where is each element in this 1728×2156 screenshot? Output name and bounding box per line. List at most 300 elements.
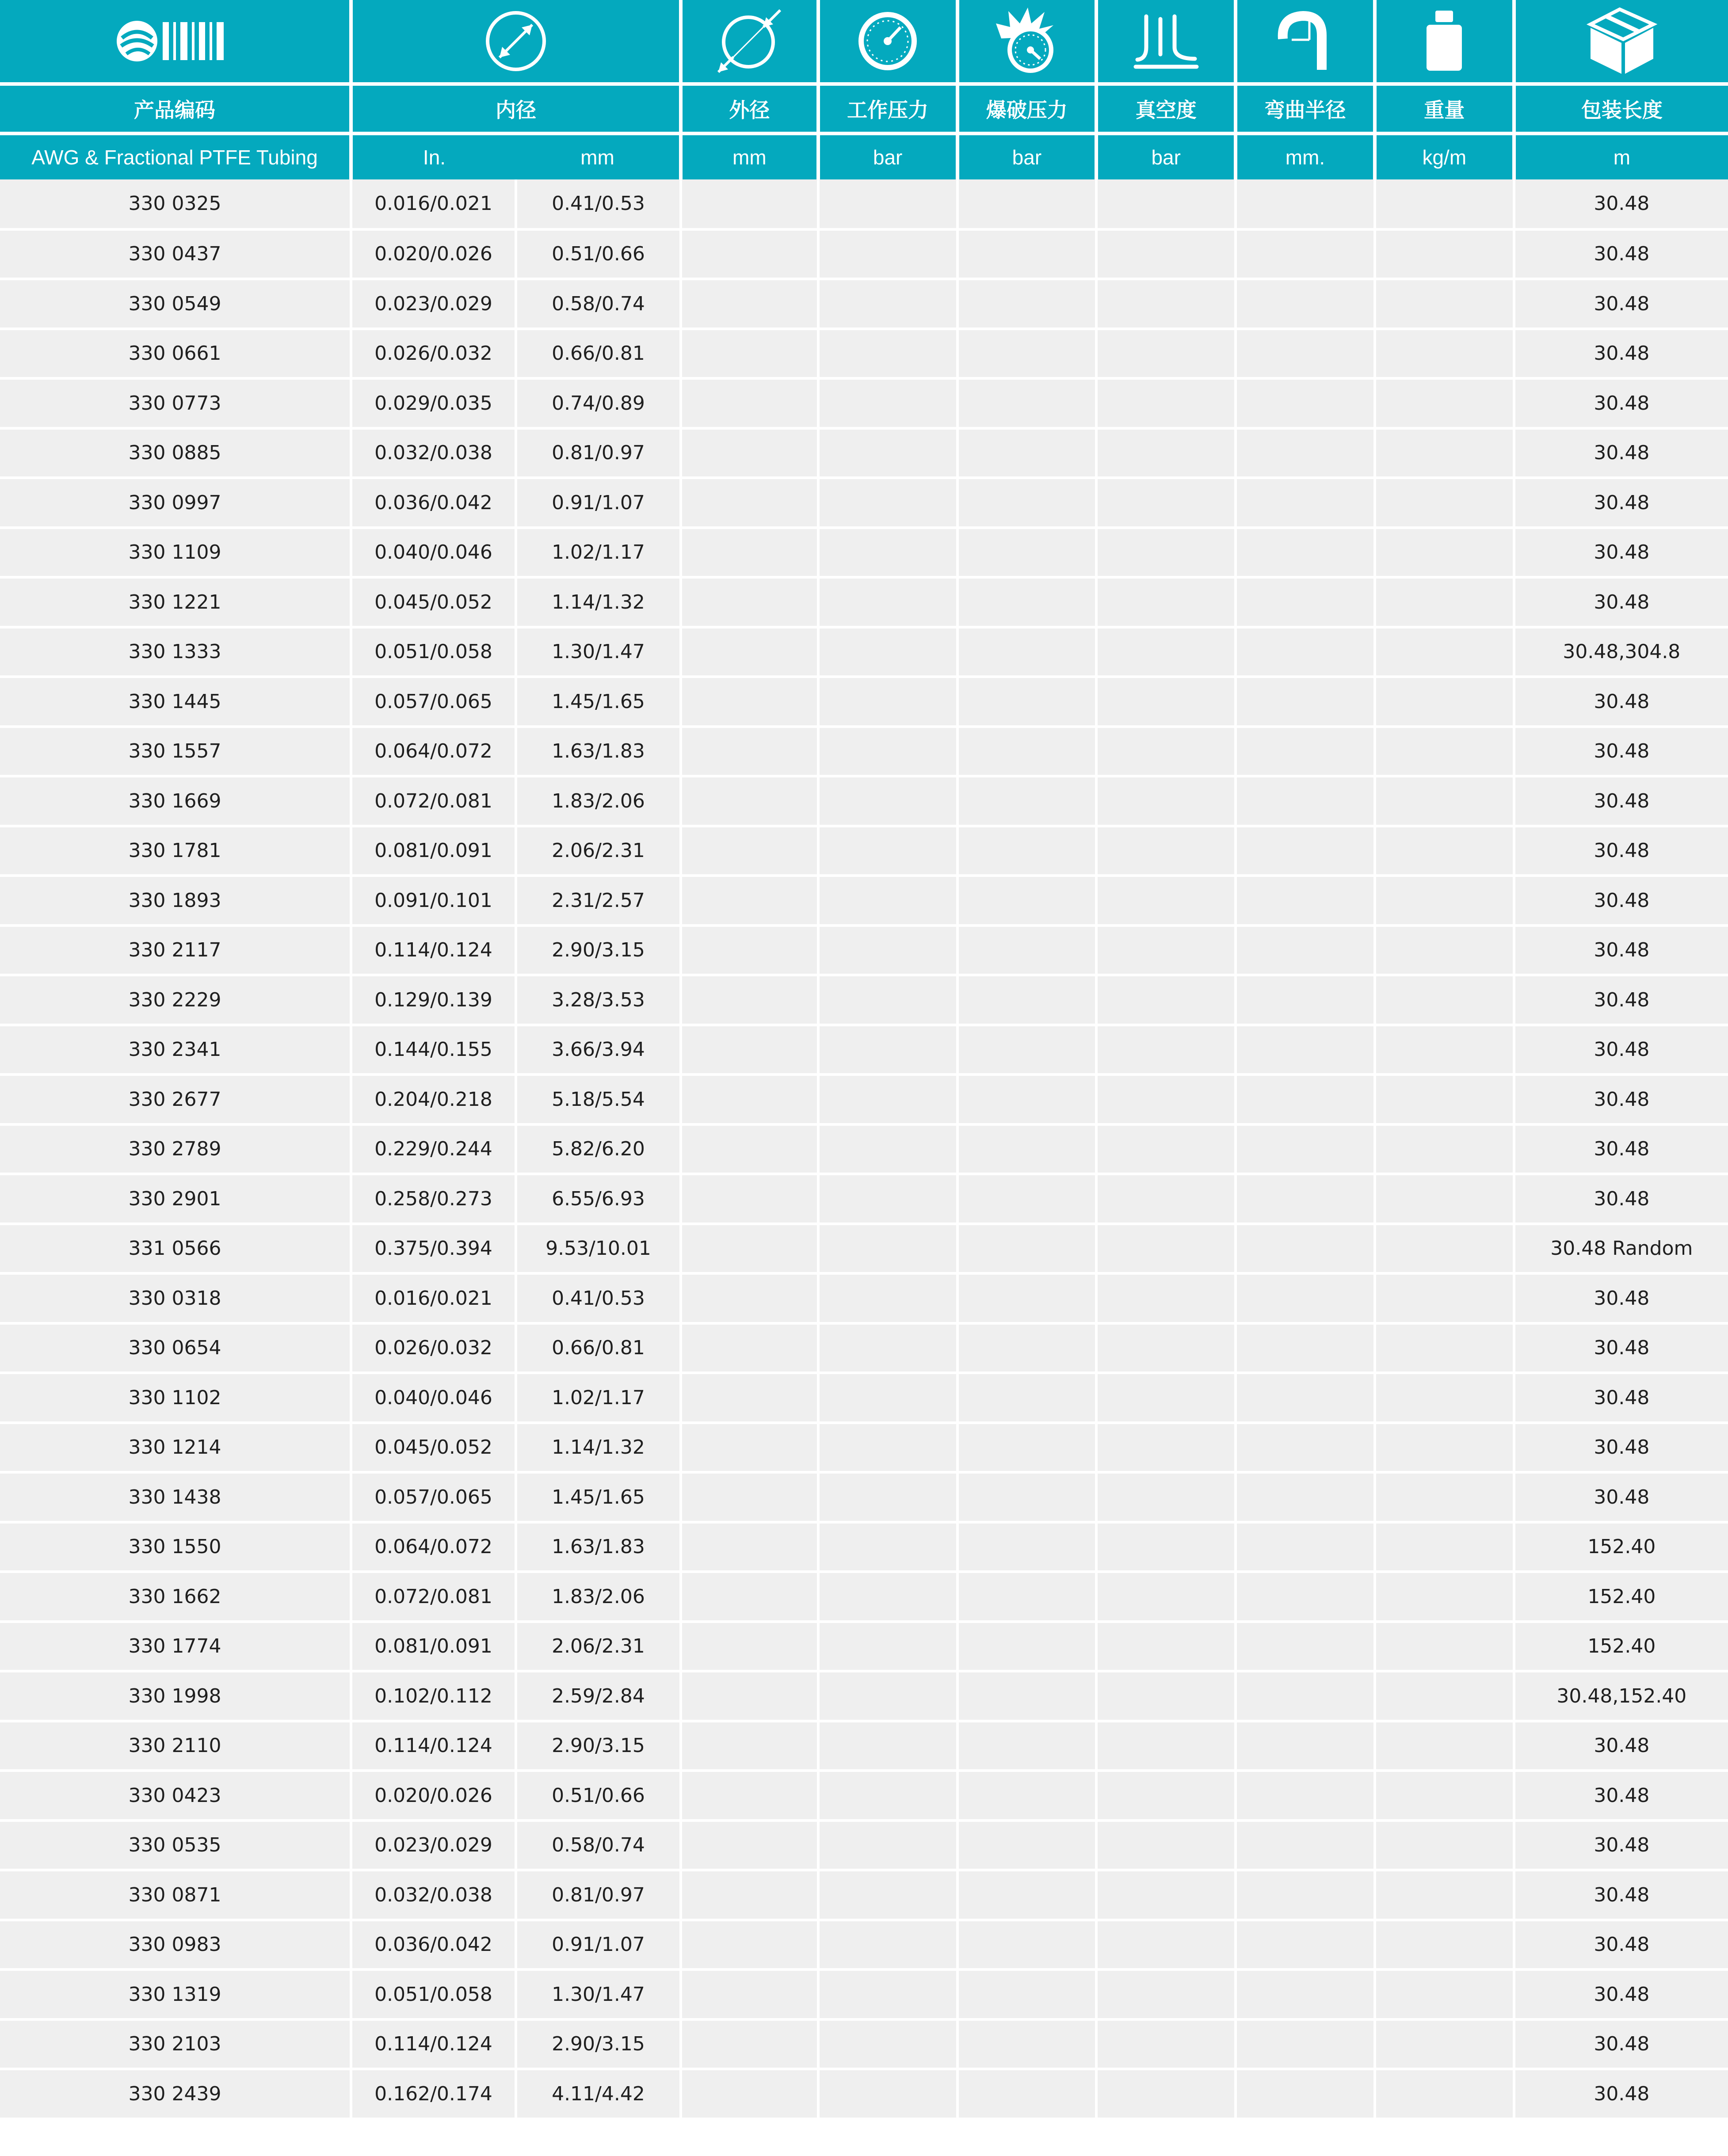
cell-package-length: 30.48 xyxy=(1514,1074,1728,1124)
table-row xyxy=(0,378,1728,428)
cell-product-code: 330 0871 xyxy=(0,1870,351,1920)
cell-inner-diameter-mm: 1.02/1.17 xyxy=(516,1373,681,1423)
cell-weight xyxy=(1375,2069,1514,2119)
cell-vacuum xyxy=(1096,1323,1236,1373)
cell-inner-diameter-mm: 0.91/1.07 xyxy=(516,1920,681,1970)
cell-package-length: 30.48,304.8 xyxy=(1514,627,1728,677)
burst-pressure-icon xyxy=(987,6,1067,76)
cell-product-code: 330 1550 xyxy=(0,1522,351,1572)
cell-vacuum xyxy=(1096,179,1236,229)
cell-vacuum xyxy=(1096,1622,1236,1672)
cell-burst-pressure xyxy=(957,279,1097,329)
cell-package-length: 30.48 xyxy=(1514,2019,1728,2069)
cell-inner-diameter-mm: 0.66/0.81 xyxy=(516,329,681,379)
cell-burst-pressure xyxy=(957,1969,1097,2019)
cell-burst-pressure xyxy=(957,975,1097,1025)
inner-diameter-icon-cell xyxy=(351,0,681,84)
table-row xyxy=(0,826,1728,876)
cell-weight xyxy=(1375,1721,1514,1771)
cell-product-code: 330 2341 xyxy=(0,1025,351,1075)
cell-inner-diameter-in: 0.045/0.052 xyxy=(351,1423,516,1473)
cell-outer-diameter xyxy=(681,975,818,1025)
table-row xyxy=(0,1622,1728,1672)
cell-product-code: 330 0997 xyxy=(0,478,351,528)
bend-radius-icon xyxy=(1272,8,1339,74)
table-row xyxy=(0,1572,1728,1622)
table-row xyxy=(0,1025,1728,1075)
header-package-length: 包装长度 xyxy=(1514,84,1728,133)
header-label-row xyxy=(0,84,1728,133)
table-row xyxy=(0,2069,1728,2119)
unit-burst-pressure: bar xyxy=(957,133,1097,179)
cell-vacuum xyxy=(1096,329,1236,379)
cell-product-code: 330 1102 xyxy=(0,1373,351,1423)
cell-weight xyxy=(1375,2019,1514,2069)
cell-burst-pressure xyxy=(957,776,1097,826)
table-row xyxy=(0,1969,1728,2019)
table-row xyxy=(0,1671,1728,1721)
table-row xyxy=(0,478,1728,528)
cell-outer-diameter xyxy=(681,1373,818,1423)
cell-inner-diameter-in: 0.081/0.091 xyxy=(351,1622,516,1672)
cell-weight xyxy=(1375,826,1514,876)
cell-outer-diameter xyxy=(681,1721,818,1771)
cell-burst-pressure xyxy=(957,528,1097,578)
cell-burst-pressure xyxy=(957,1771,1097,1821)
cell-outer-diameter xyxy=(681,1572,818,1622)
cell-weight xyxy=(1375,577,1514,627)
cell-inner-diameter-in: 0.375/0.394 xyxy=(351,1224,516,1274)
cell-product-code: 330 0535 xyxy=(0,1821,351,1870)
cell-inner-diameter-in: 0.040/0.046 xyxy=(351,1373,516,1423)
cell-product-code: 330 1998 xyxy=(0,1671,351,1721)
cell-package-length: 30.48 xyxy=(1514,229,1728,279)
cell-inner-diameter-mm: 1.30/1.47 xyxy=(516,1969,681,2019)
cell-inner-diameter-mm: 2.06/2.31 xyxy=(516,1622,681,1672)
cell-outer-diameter xyxy=(681,1124,818,1174)
cell-inner-diameter-mm: 5.18/5.54 xyxy=(516,1074,681,1124)
cell-weight xyxy=(1375,1423,1514,1473)
cell-outer-diameter xyxy=(681,776,818,826)
cell-bend-radius xyxy=(1236,1174,1375,1224)
cell-product-code: 330 0654 xyxy=(0,1323,351,1373)
cell-vacuum xyxy=(1096,1373,1236,1423)
cell-working-pressure xyxy=(818,677,957,727)
table-row xyxy=(0,876,1728,926)
cell-working-pressure xyxy=(818,1721,957,1771)
cell-package-length: 30.48 xyxy=(1514,776,1728,826)
cell-vacuum xyxy=(1096,1522,1236,1572)
cell-product-code: 330 1438 xyxy=(0,1472,351,1522)
cell-burst-pressure xyxy=(957,1671,1097,1721)
cell-inner-diameter-mm: 0.58/0.74 xyxy=(516,1821,681,1870)
table-row xyxy=(0,926,1728,975)
cell-inner-diameter-mm: 3.66/3.94 xyxy=(516,1025,681,1075)
cell-outer-diameter xyxy=(681,2019,818,2069)
cell-inner-diameter-in: 0.023/0.029 xyxy=(351,279,516,329)
cell-working-pressure xyxy=(818,776,957,826)
cell-burst-pressure xyxy=(957,329,1097,379)
cell-bend-radius xyxy=(1236,776,1375,826)
cell-bend-radius xyxy=(1236,1671,1375,1721)
cell-working-pressure xyxy=(818,279,957,329)
cell-inner-diameter-mm: 1.83/2.06 xyxy=(516,776,681,826)
cell-weight xyxy=(1375,1821,1514,1870)
cell-outer-diameter xyxy=(681,1224,818,1274)
table-row xyxy=(0,1224,1728,1274)
cell-inner-diameter-in: 0.064/0.072 xyxy=(351,727,516,777)
cell-inner-diameter-mm: 1.45/1.65 xyxy=(516,677,681,727)
cell-outer-diameter xyxy=(681,1969,818,2019)
cell-bend-radius xyxy=(1236,1771,1375,1821)
cell-bend-radius xyxy=(1236,1124,1375,1174)
cell-weight xyxy=(1375,1572,1514,1622)
vacuum-icon xyxy=(1133,10,1199,72)
cell-weight xyxy=(1375,1622,1514,1672)
cell-working-pressure xyxy=(818,1224,957,1274)
cell-package-length: 30.48 xyxy=(1514,1273,1728,1323)
cell-inner-diameter-in: 0.023/0.029 xyxy=(351,1821,516,1870)
cell-bend-radius xyxy=(1236,1821,1375,1870)
cell-burst-pressure xyxy=(957,1721,1097,1771)
cell-working-pressure xyxy=(818,1472,957,1522)
cell-working-pressure xyxy=(818,926,957,975)
cell-bend-radius xyxy=(1236,1622,1375,1672)
cell-vacuum xyxy=(1096,727,1236,777)
cell-inner-diameter-mm: 2.06/2.31 xyxy=(516,826,681,876)
cell-working-pressure xyxy=(818,876,957,926)
cell-vacuum xyxy=(1096,876,1236,926)
cell-vacuum xyxy=(1096,1969,1236,2019)
cell-vacuum xyxy=(1096,2019,1236,2069)
cell-bend-radius xyxy=(1236,1721,1375,1771)
inner-diameter-icon xyxy=(483,8,549,74)
brand-logo-icon xyxy=(115,17,234,65)
cell-working-pressure xyxy=(818,1124,957,1174)
cell-vacuum xyxy=(1096,1870,1236,1920)
cell-outer-diameter xyxy=(681,528,818,578)
cell-package-length: 30.48 xyxy=(1514,975,1728,1025)
cell-vacuum xyxy=(1096,1920,1236,1970)
cell-weight xyxy=(1375,1025,1514,1075)
cell-burst-pressure xyxy=(957,428,1097,478)
cell-bend-radius xyxy=(1236,1224,1375,1274)
table-row xyxy=(0,1821,1728,1870)
cell-weight xyxy=(1375,1124,1514,1174)
cell-product-code: 330 0437 xyxy=(0,229,351,279)
cell-bend-radius xyxy=(1236,677,1375,727)
cell-inner-diameter-in: 0.026/0.032 xyxy=(351,329,516,379)
cell-outer-diameter xyxy=(681,1920,818,1970)
cell-vacuum xyxy=(1096,826,1236,876)
cell-product-code: 330 1669 xyxy=(0,776,351,826)
cell-inner-diameter-mm: 0.74/0.89 xyxy=(516,378,681,428)
working-pressure-gauge-icon xyxy=(854,8,921,74)
cell-working-pressure xyxy=(818,478,957,528)
header-product-code: 产品编码 xyxy=(0,84,351,133)
cell-outer-diameter xyxy=(681,1174,818,1224)
cell-package-length: 152.40 xyxy=(1514,1622,1728,1672)
cell-burst-pressure xyxy=(957,1124,1097,1174)
cell-weight xyxy=(1375,727,1514,777)
cell-bend-radius xyxy=(1236,1920,1375,1970)
cell-bend-radius xyxy=(1236,627,1375,677)
outer-diameter-icon-cell xyxy=(681,0,818,84)
unit-vacuum: bar xyxy=(1096,133,1236,179)
cell-product-code: 330 2117 xyxy=(0,926,351,975)
cell-burst-pressure xyxy=(957,1870,1097,1920)
cell-working-pressure xyxy=(818,1572,957,1622)
cell-package-length: 30.48 xyxy=(1514,677,1728,727)
cell-outer-diameter xyxy=(681,1323,818,1373)
cell-vacuum xyxy=(1096,428,1236,478)
cell-burst-pressure xyxy=(957,1174,1097,1224)
cell-vacuum xyxy=(1096,577,1236,627)
table-row xyxy=(0,577,1728,627)
cell-product-code: 330 2789 xyxy=(0,1124,351,1174)
cell-product-code: 330 2901 xyxy=(0,1174,351,1224)
cell-weight xyxy=(1375,1224,1514,1274)
table-row xyxy=(0,528,1728,578)
cell-weight xyxy=(1375,1273,1514,1323)
cell-vacuum xyxy=(1096,1224,1236,1274)
cell-outer-diameter xyxy=(681,727,818,777)
cell-bend-radius xyxy=(1236,329,1375,379)
cell-bend-radius xyxy=(1236,2069,1375,2119)
cell-inner-diameter-mm: 0.91/1.07 xyxy=(516,478,681,528)
cell-product-code: 330 0318 xyxy=(0,1273,351,1323)
cell-outer-diameter xyxy=(681,378,818,428)
unit-bend-radius: mm. xyxy=(1236,133,1375,179)
cell-outer-diameter xyxy=(681,627,818,677)
cell-product-code: 330 2229 xyxy=(0,975,351,1025)
header-working-pressure: 工作压力 xyxy=(818,84,957,133)
cell-vacuum xyxy=(1096,1174,1236,1224)
cell-inner-diameter-in: 0.020/0.026 xyxy=(351,229,516,279)
cell-inner-diameter-in: 0.016/0.021 xyxy=(351,1273,516,1323)
cell-working-pressure xyxy=(818,1323,957,1373)
cell-inner-diameter-in: 0.020/0.026 xyxy=(351,1771,516,1821)
cell-burst-pressure xyxy=(957,826,1097,876)
cell-product-code: 331 0566 xyxy=(0,1224,351,1274)
cell-burst-pressure xyxy=(957,229,1097,279)
weight-icon xyxy=(1418,8,1471,74)
vacuum-icon-cell xyxy=(1096,0,1236,84)
cell-working-pressure xyxy=(818,1622,957,1672)
cell-package-length: 30.48 xyxy=(1514,179,1728,229)
cell-vacuum xyxy=(1096,528,1236,578)
cell-inner-diameter-in: 0.072/0.081 xyxy=(351,1572,516,1622)
cell-package-length: 30.48 xyxy=(1514,279,1728,329)
cell-weight xyxy=(1375,1472,1514,1522)
cell-outer-diameter xyxy=(681,1771,818,1821)
cell-vacuum xyxy=(1096,229,1236,279)
cell-outer-diameter xyxy=(681,1671,818,1721)
cell-weight xyxy=(1375,1771,1514,1821)
cell-bend-radius xyxy=(1236,1522,1375,1572)
cell-bend-radius xyxy=(1236,876,1375,926)
cell-product-code: 330 2439 xyxy=(0,2069,351,2119)
cell-bend-radius xyxy=(1236,1373,1375,1423)
table-row xyxy=(0,1124,1728,1174)
cell-inner-diameter-mm: 2.90/3.15 xyxy=(516,2019,681,2069)
cell-vacuum xyxy=(1096,975,1236,1025)
header-unit-row xyxy=(0,133,1728,179)
cell-product-code: 330 1333 xyxy=(0,627,351,677)
cell-vacuum xyxy=(1096,1423,1236,1473)
cell-burst-pressure xyxy=(957,926,1097,975)
cell-outer-diameter xyxy=(681,229,818,279)
cell-outer-diameter xyxy=(681,1472,818,1522)
cell-working-pressure xyxy=(818,179,957,229)
cell-inner-diameter-mm: 0.41/0.53 xyxy=(516,1273,681,1323)
cell-bend-radius xyxy=(1236,1423,1375,1473)
cell-burst-pressure xyxy=(957,1622,1097,1672)
table-row xyxy=(0,1870,1728,1920)
package-box-icon xyxy=(1584,6,1659,76)
header-inner-diameter: 内径 xyxy=(351,84,681,133)
cell-working-pressure xyxy=(818,1373,957,1423)
table-row xyxy=(0,1323,1728,1373)
cell-weight xyxy=(1375,1174,1514,1224)
cell-product-code: 330 0983 xyxy=(0,1920,351,1970)
cell-weight xyxy=(1375,1522,1514,1572)
cell-inner-diameter-in: 0.026/0.032 xyxy=(351,1323,516,1373)
cell-working-pressure xyxy=(818,1671,957,1721)
cell-inner-diameter-in: 0.029/0.035 xyxy=(351,378,516,428)
cell-bend-radius xyxy=(1236,1472,1375,1522)
cell-weight xyxy=(1375,528,1514,578)
cell-outer-diameter xyxy=(681,1870,818,1920)
cell-product-code: 330 1109 xyxy=(0,528,351,578)
cell-package-length: 30.48 xyxy=(1514,528,1728,578)
cell-product-code: 330 1662 xyxy=(0,1572,351,1622)
cell-inner-diameter-in: 0.040/0.046 xyxy=(351,528,516,578)
cell-weight xyxy=(1375,1969,1514,2019)
cell-vacuum xyxy=(1096,1771,1236,1821)
table-row xyxy=(0,428,1728,478)
cell-weight xyxy=(1375,926,1514,975)
cell-working-pressure xyxy=(818,2069,957,2119)
cell-burst-pressure xyxy=(957,677,1097,727)
cell-package-length: 30.48 xyxy=(1514,378,1728,428)
working-pressure-icon-cell xyxy=(818,0,957,84)
cell-package-length: 30.48 Random xyxy=(1514,1224,1728,1274)
cell-package-length: 30.48 xyxy=(1514,1821,1728,1870)
cell-burst-pressure xyxy=(957,1423,1097,1473)
cell-working-pressure xyxy=(818,826,957,876)
cell-bend-radius xyxy=(1236,229,1375,279)
cell-burst-pressure xyxy=(957,876,1097,926)
cell-vacuum xyxy=(1096,1821,1236,1870)
cell-burst-pressure xyxy=(957,179,1097,229)
table-row xyxy=(0,776,1728,826)
cell-vacuum xyxy=(1096,627,1236,677)
cell-burst-pressure xyxy=(957,1323,1097,1373)
cell-inner-diameter-mm: 1.14/1.32 xyxy=(516,1423,681,1473)
header-weight: 重量 xyxy=(1375,84,1514,133)
cell-burst-pressure xyxy=(957,1572,1097,1622)
cell-inner-diameter-in: 0.081/0.091 xyxy=(351,826,516,876)
cell-working-pressure xyxy=(818,1423,957,1473)
cell-inner-diameter-mm: 0.51/0.66 xyxy=(516,229,681,279)
cell-working-pressure xyxy=(818,1074,957,1124)
cell-outer-diameter xyxy=(681,1423,818,1473)
cell-vacuum xyxy=(1096,1472,1236,1522)
cell-inner-diameter-mm: 9.53/10.01 xyxy=(516,1224,681,1274)
cell-bend-radius xyxy=(1236,478,1375,528)
cell-working-pressure xyxy=(818,1273,957,1323)
cell-working-pressure xyxy=(818,1969,957,2019)
cell-package-length: 30.48 xyxy=(1514,1025,1728,1075)
cell-weight xyxy=(1375,1074,1514,1124)
cell-product-code: 330 1221 xyxy=(0,577,351,627)
cell-bend-radius xyxy=(1236,1273,1375,1323)
cell-vacuum xyxy=(1096,1273,1236,1323)
table-row xyxy=(0,1174,1728,1224)
cell-burst-pressure xyxy=(957,627,1097,677)
table-row xyxy=(0,1074,1728,1124)
cell-vacuum xyxy=(1096,926,1236,975)
cell-inner-diameter-in: 0.129/0.139 xyxy=(351,975,516,1025)
cell-product-code: 330 0549 xyxy=(0,279,351,329)
cell-inner-diameter-in: 0.045/0.052 xyxy=(351,577,516,627)
weight-icon-cell xyxy=(1375,0,1514,84)
cell-burst-pressure xyxy=(957,378,1097,428)
cell-weight xyxy=(1375,1920,1514,1970)
cell-burst-pressure xyxy=(957,1821,1097,1870)
unit-inner-diameter-in: In. xyxy=(351,133,516,179)
cell-inner-diameter-mm: 2.90/3.15 xyxy=(516,926,681,975)
cell-product-code: 330 2103 xyxy=(0,2019,351,2069)
table-row xyxy=(0,975,1728,1025)
cell-product-code: 330 0423 xyxy=(0,1771,351,1821)
cell-burst-pressure xyxy=(957,2069,1097,2119)
unit-working-pressure: bar xyxy=(818,133,957,179)
cell-bend-radius xyxy=(1236,577,1375,627)
cell-weight xyxy=(1375,1323,1514,1373)
cell-burst-pressure xyxy=(957,1472,1097,1522)
cell-weight xyxy=(1375,975,1514,1025)
cell-inner-diameter-mm: 2.90/3.15 xyxy=(516,1721,681,1771)
unit-outer-diameter: mm xyxy=(681,133,818,179)
cell-outer-diameter xyxy=(681,826,818,876)
cell-inner-diameter-mm: 1.30/1.47 xyxy=(516,627,681,677)
cell-weight xyxy=(1375,776,1514,826)
cell-inner-diameter-in: 0.114/0.124 xyxy=(351,2019,516,2069)
cell-inner-diameter-in: 0.064/0.072 xyxy=(351,1522,516,1572)
cell-package-length: 30.48 xyxy=(1514,1174,1728,1224)
cell-bend-radius xyxy=(1236,1870,1375,1920)
cell-inner-diameter-in: 0.036/0.042 xyxy=(351,1920,516,1970)
table-row xyxy=(0,329,1728,379)
cell-bend-radius xyxy=(1236,1025,1375,1075)
cell-vacuum xyxy=(1096,279,1236,329)
cell-package-length: 30.48 xyxy=(1514,329,1728,379)
cell-burst-pressure xyxy=(957,1373,1097,1423)
cell-vacuum xyxy=(1096,478,1236,528)
cell-working-pressure xyxy=(818,329,957,379)
cell-working-pressure xyxy=(818,1174,957,1224)
cell-vacuum xyxy=(1096,378,1236,428)
cell-inner-diameter-mm: 1.83/2.06 xyxy=(516,1572,681,1622)
table-row xyxy=(0,677,1728,727)
cell-working-pressure xyxy=(818,1821,957,1870)
cell-inner-diameter-mm: 3.28/3.53 xyxy=(516,975,681,1025)
cell-outer-diameter xyxy=(681,1025,818,1075)
cell-working-pressure xyxy=(818,727,957,777)
cell-weight xyxy=(1375,179,1514,229)
